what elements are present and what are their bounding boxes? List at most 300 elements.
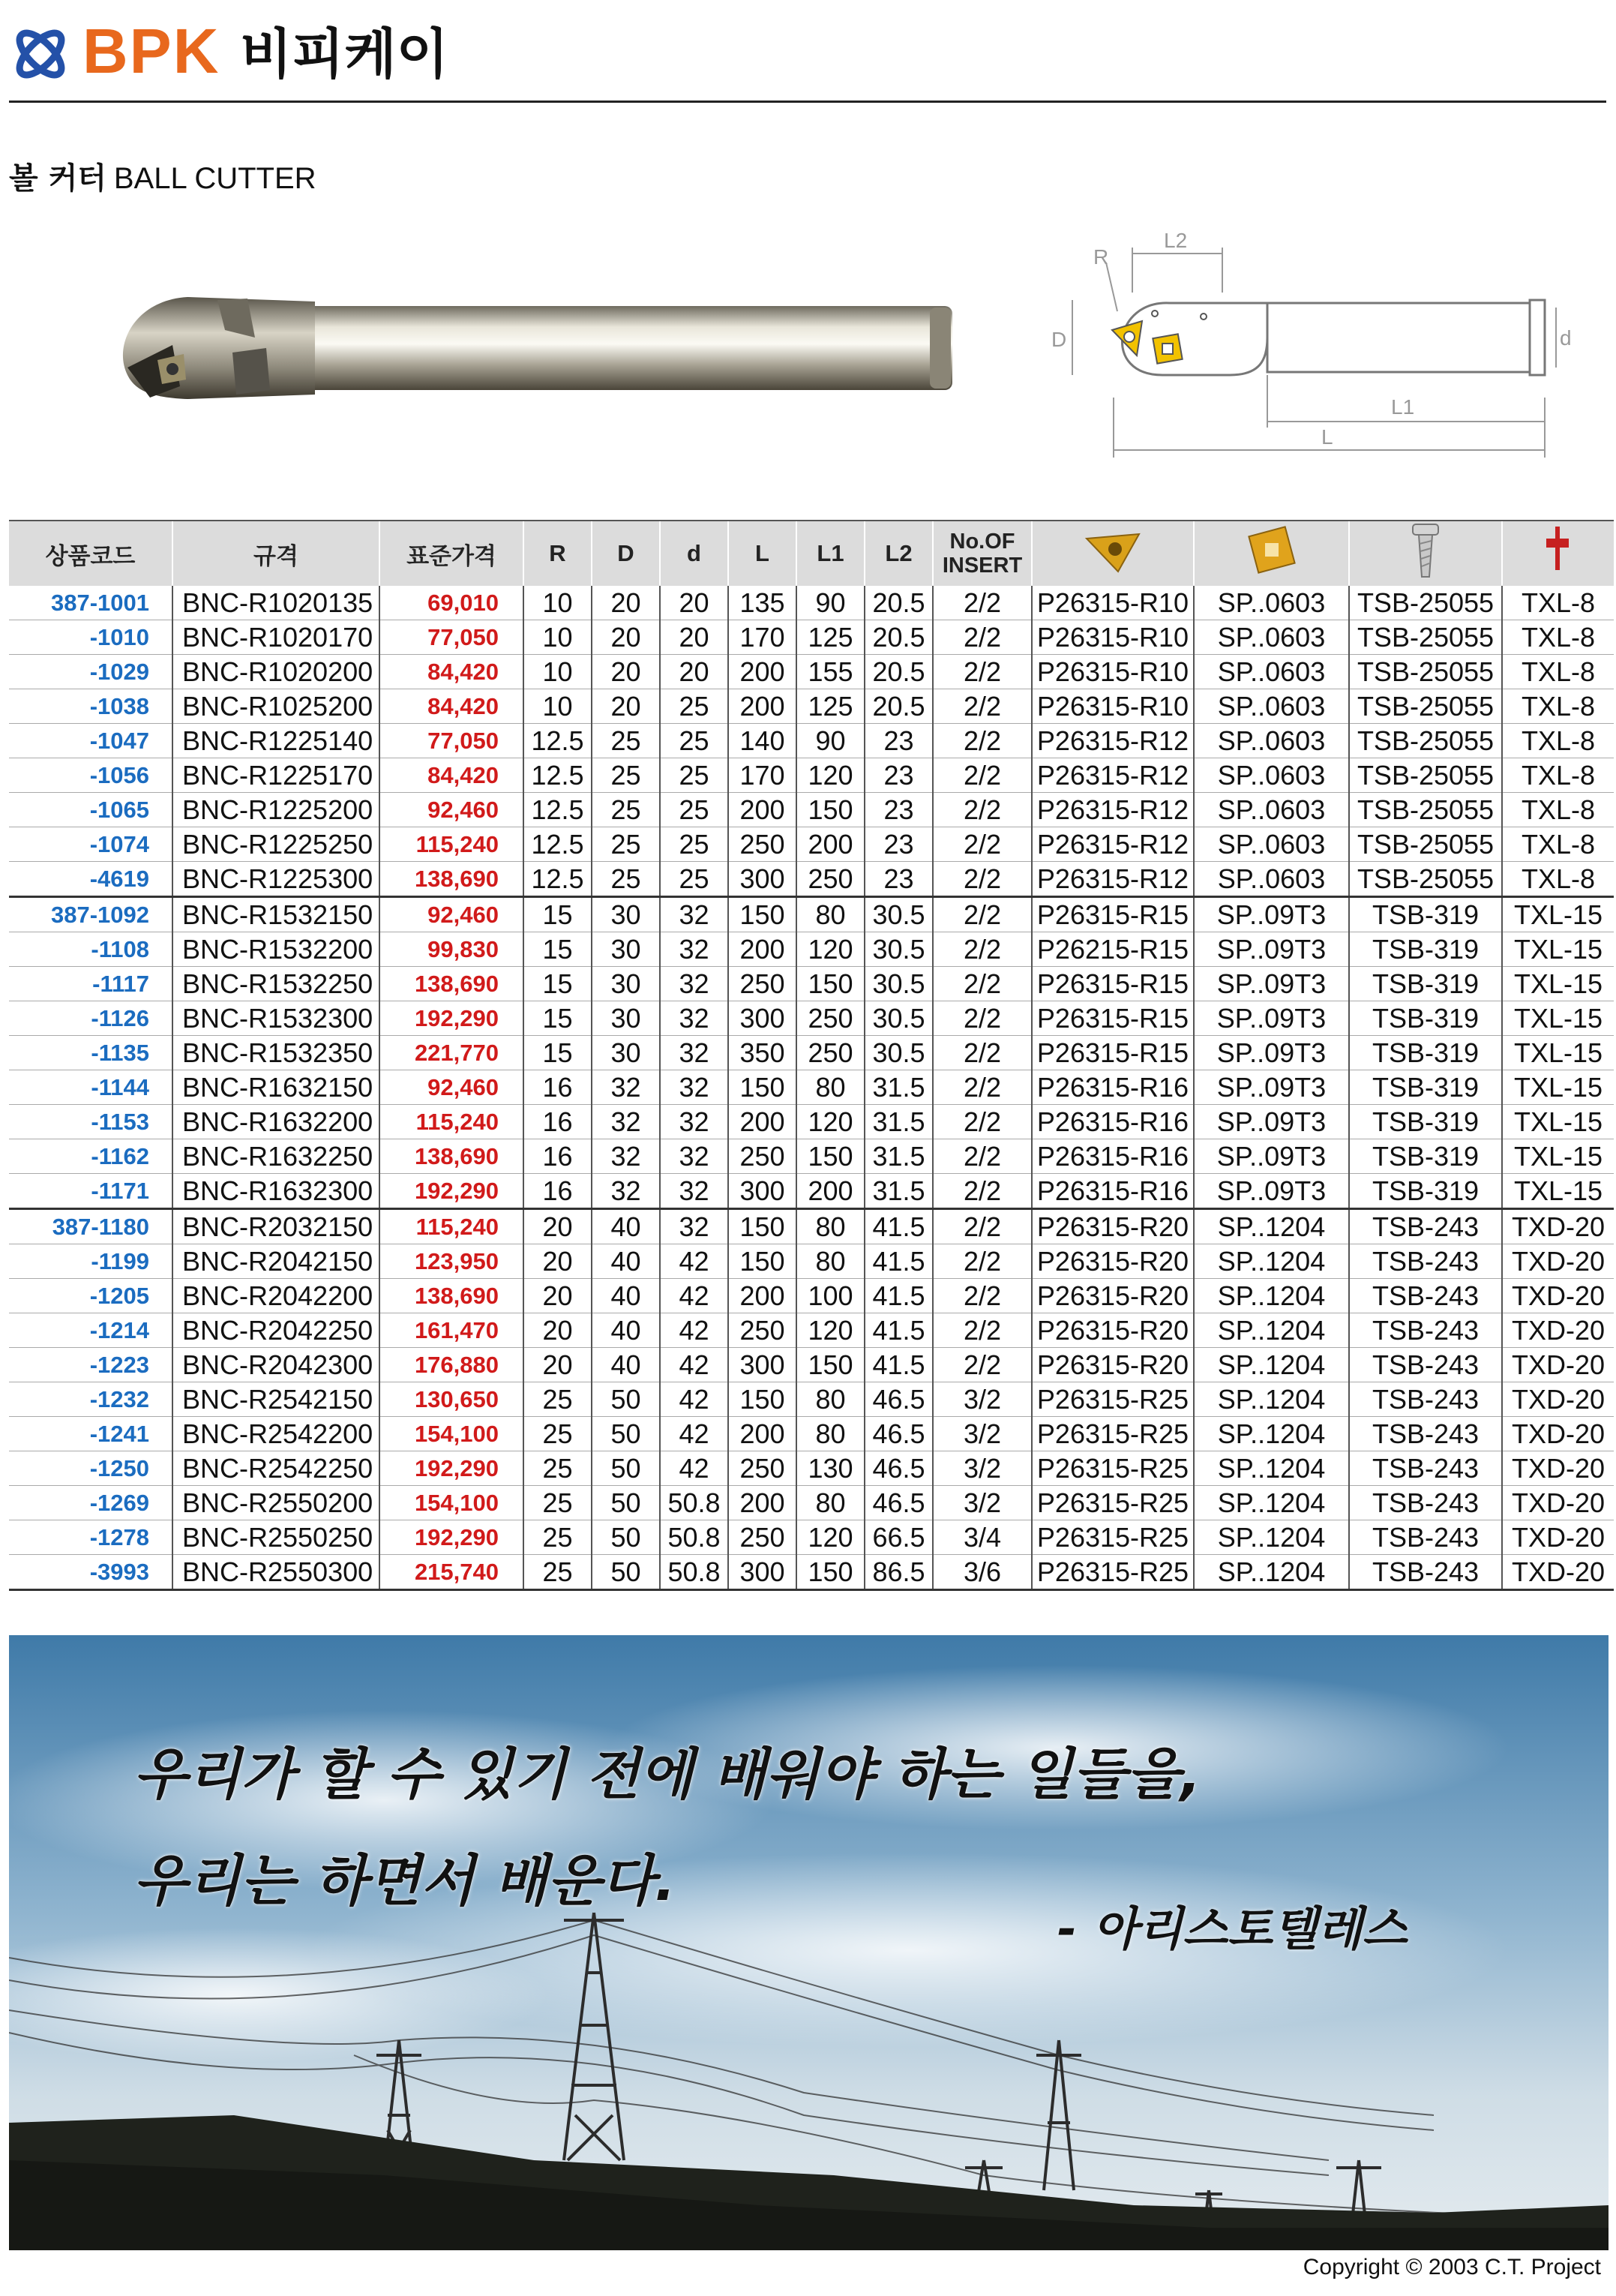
cell-ins: 3/2 xyxy=(933,1486,1032,1520)
cell-seat: SP..09T3 xyxy=(1194,1105,1349,1139)
cell-insert: P26315-R20 xyxy=(1032,1209,1194,1244)
cell-r: 16 xyxy=(523,1070,592,1105)
cell-r: 25 xyxy=(523,1451,592,1486)
cell-l: 140 xyxy=(728,724,796,758)
cell-seat: SP..1204 xyxy=(1194,1348,1349,1382)
cell-wrench: TXL-8 xyxy=(1502,862,1614,897)
cell-screw: TSB-319 xyxy=(1349,1036,1502,1070)
cell-d: 40 xyxy=(592,1313,660,1348)
cell-code: 387-1001 xyxy=(9,586,172,620)
cell-d: 32 xyxy=(592,1105,660,1139)
cell-spec: BNC-R1532200 xyxy=(172,932,379,967)
cell-insert: P26315-R20 xyxy=(1032,1348,1194,1382)
diagram-label-d: d xyxy=(1560,326,1572,350)
cell-r: 10 xyxy=(523,586,592,620)
cell-l2: 66.5 xyxy=(865,1520,933,1555)
cell-l2: 20.5 xyxy=(865,655,933,689)
cell-d: 32 xyxy=(592,1139,660,1174)
cell-l2: 46.5 xyxy=(865,1451,933,1486)
cell-screw: TSB-25055 xyxy=(1349,655,1502,689)
cell-code: -1117 xyxy=(9,967,172,1001)
cell-wrench: TXL-8 xyxy=(1502,689,1614,724)
cell-l2: 31.5 xyxy=(865,1105,933,1139)
cell-l1: 130 xyxy=(796,1451,865,1486)
cell-r: 25 xyxy=(523,1486,592,1520)
cell-d: 25 xyxy=(660,758,728,793)
cell-ins: 2/2 xyxy=(933,586,1032,620)
cell-code: -1029 xyxy=(9,655,172,689)
cell-d: 32 xyxy=(660,1174,728,1209)
cell-l1: 250 xyxy=(796,1036,865,1070)
cell-l1: 80 xyxy=(796,1209,865,1244)
cell-d: 50 xyxy=(592,1382,660,1417)
cell-wrench: TXD-20 xyxy=(1502,1279,1614,1313)
cell-spec: BNC-R1225140 xyxy=(172,724,379,758)
cell-l1: 125 xyxy=(796,689,865,724)
cell-r: 20 xyxy=(523,1279,592,1313)
cell-wrench: TXD-20 xyxy=(1502,1451,1614,1486)
cell-wrench: TXD-20 xyxy=(1502,1313,1614,1348)
cell-insert: P26315-R25 xyxy=(1032,1417,1194,1451)
cell-code: 387-1180 xyxy=(9,1209,172,1244)
cell-seat: SP..1204 xyxy=(1194,1209,1349,1244)
cell-ins: 3/2 xyxy=(933,1417,1032,1451)
cell-ins: 2/2 xyxy=(933,689,1032,724)
cell-l1: 80 xyxy=(796,1070,865,1105)
cell-screw: TSB-319 xyxy=(1349,1174,1502,1209)
cell-l: 150 xyxy=(728,1070,796,1105)
cell-l2: 46.5 xyxy=(865,1382,933,1417)
cell-d: 50.8 xyxy=(660,1555,728,1590)
cell-d: 30 xyxy=(592,932,660,967)
table-row xyxy=(9,1555,1614,1590)
cell-price: 92,460 xyxy=(379,793,523,827)
cell-l: 200 xyxy=(728,793,796,827)
header-spec: 규격 xyxy=(172,521,379,586)
cell-seat: SP..09T3 xyxy=(1194,967,1349,1001)
cell-price: 138,690 xyxy=(379,862,523,897)
cell-wrench: TXL-8 xyxy=(1502,655,1614,689)
cell-r: 10 xyxy=(523,689,592,724)
cell-wrench: TXL-15 xyxy=(1502,1036,1614,1070)
cell-insert: P26315-R25 xyxy=(1032,1451,1194,1486)
cell-wrench: TXL-15 xyxy=(1502,897,1614,932)
cell-insert: P26315-R10 xyxy=(1032,689,1194,724)
cell-code: -1126 xyxy=(9,1001,172,1036)
cell-price: 77,050 xyxy=(379,620,523,655)
cell-code: -1038 xyxy=(9,689,172,724)
table-row xyxy=(9,1001,1614,1036)
bpk-logo-icon xyxy=(9,23,72,86)
cell-price: 84,420 xyxy=(379,758,523,793)
cell-code: -1074 xyxy=(9,827,172,862)
cell-seat: SP..1204 xyxy=(1194,1382,1349,1417)
quote-line-2: 우리는 하면서 배운다. xyxy=(133,1849,676,1913)
cell-screw: TSB-25055 xyxy=(1349,862,1502,897)
cell-insert: P26315-R20 xyxy=(1032,1313,1194,1348)
cell-ins: 2/2 xyxy=(933,1244,1032,1279)
cell-spec: BNC-R1225250 xyxy=(172,827,379,862)
header-screw-col xyxy=(1349,521,1502,586)
header-no-of-insert xyxy=(933,521,1032,586)
page-header xyxy=(0,0,1616,105)
table-row xyxy=(9,620,1614,655)
cell-spec: BNC-R1632150 xyxy=(172,1070,379,1105)
cell-screw: TSB-243 xyxy=(1349,1520,1502,1555)
cell-d: 32 xyxy=(660,967,728,1001)
header-wrench-col xyxy=(1502,521,1614,586)
cell-ins: 2/2 xyxy=(933,793,1032,827)
cell-code: -1047 xyxy=(9,724,172,758)
cell-l1: 150 xyxy=(796,1555,865,1590)
cell-ins: 2/2 xyxy=(933,1313,1032,1348)
cell-l: 250 xyxy=(728,1451,796,1486)
cell-r: 20 xyxy=(523,1313,592,1348)
diagram-label-r: R xyxy=(1093,245,1109,269)
cell-seat: SP..09T3 xyxy=(1194,897,1349,932)
cell-r: 15 xyxy=(523,897,592,932)
cell-insert: P26315-R15 xyxy=(1032,967,1194,1001)
cell-r: 20 xyxy=(523,1348,592,1382)
cell-d: 20 xyxy=(660,620,728,655)
cell-r: 12.5 xyxy=(523,827,592,862)
table-row xyxy=(9,1486,1614,1520)
table-row xyxy=(9,1070,1614,1105)
cell-r: 12.5 xyxy=(523,862,592,897)
cell-seat: SP..09T3 xyxy=(1194,1070,1349,1105)
header-d: d xyxy=(660,521,728,586)
cell-code: -1250 xyxy=(9,1451,172,1486)
cell-d: 42 xyxy=(660,1279,728,1313)
cell-seat: SP..0603 xyxy=(1194,827,1349,862)
cell-insert: P26215-R15 xyxy=(1032,932,1194,967)
cell-price: 84,420 xyxy=(379,689,523,724)
cell-code: -1144 xyxy=(9,1070,172,1105)
cell-r: 25 xyxy=(523,1520,592,1555)
cell-wrench: TXL-8 xyxy=(1502,586,1614,620)
cell-l: 300 xyxy=(728,862,796,897)
cell-d: 25 xyxy=(660,689,728,724)
table-row xyxy=(9,724,1614,758)
cell-l2: 41.5 xyxy=(865,1348,933,1382)
cell-screw: TSB-243 xyxy=(1349,1313,1502,1348)
cell-l1: 80 xyxy=(796,1417,865,1451)
cell-ins: 2/2 xyxy=(933,1070,1032,1105)
cell-d: 20 xyxy=(592,620,660,655)
header-no-of: No.OF xyxy=(949,530,1015,554)
quote-text xyxy=(133,1721,1201,1934)
cell-ins: 3/4 xyxy=(933,1520,1032,1555)
cell-seat: SP..09T3 xyxy=(1194,1139,1349,1174)
cell-spec: BNC-R2042300 xyxy=(172,1348,379,1382)
cell-insert: P26315-R10 xyxy=(1032,620,1194,655)
cell-r: 25 xyxy=(523,1417,592,1451)
cell-l: 250 xyxy=(728,827,796,862)
cell-d: 25 xyxy=(592,758,660,793)
cell-l: 150 xyxy=(728,897,796,932)
cell-d: 25 xyxy=(592,827,660,862)
cell-price: 154,100 xyxy=(379,1486,523,1520)
cell-spec: BNC-R2032150 xyxy=(172,1209,379,1244)
cell-code: -1162 xyxy=(9,1139,172,1174)
cell-seat: SP..0603 xyxy=(1194,620,1349,655)
cell-code: -1135 xyxy=(9,1036,172,1070)
cell-r: 12.5 xyxy=(523,793,592,827)
cell-screw: TSB-243 xyxy=(1349,1486,1502,1520)
cell-seat: SP..09T3 xyxy=(1194,1174,1349,1209)
cell-ins: 3/2 xyxy=(933,1451,1032,1486)
cell-l: 200 xyxy=(728,1486,796,1520)
cell-price: 138,690 xyxy=(379,1139,523,1174)
cell-l2: 30.5 xyxy=(865,897,933,932)
cell-l: 200 xyxy=(728,689,796,724)
table-row xyxy=(9,1244,1614,1279)
cell-screw: TSB-319 xyxy=(1349,1001,1502,1036)
cell-seat: SP..1204 xyxy=(1194,1313,1349,1348)
cell-r: 20 xyxy=(523,1244,592,1279)
cell-l: 250 xyxy=(728,1139,796,1174)
cell-l: 150 xyxy=(728,1209,796,1244)
cell-l: 200 xyxy=(728,1279,796,1313)
cell-screw: TSB-25055 xyxy=(1349,689,1502,724)
cell-l1: 125 xyxy=(796,620,865,655)
cell-ins: 2/2 xyxy=(933,1279,1032,1313)
cell-l2: 23 xyxy=(865,793,933,827)
cell-screw: TSB-319 xyxy=(1349,932,1502,967)
cell-ins: 3/2 xyxy=(933,1382,1032,1417)
cell-d: 30 xyxy=(592,897,660,932)
cell-wrench: TXL-8 xyxy=(1502,758,1614,793)
cell-seat: SP..09T3 xyxy=(1194,932,1349,967)
cell-l: 350 xyxy=(728,1036,796,1070)
ball-cutter-photo xyxy=(105,285,975,420)
cell-l2: 41.5 xyxy=(865,1209,933,1244)
cell-price: 115,240 xyxy=(379,827,523,862)
table-row xyxy=(9,1451,1614,1486)
cell-l2: 30.5 xyxy=(865,932,933,967)
cell-insert: P26315-R12 xyxy=(1032,758,1194,793)
cell-l1: 80 xyxy=(796,897,865,932)
cell-l2: 23 xyxy=(865,827,933,862)
cell-seat: SP..09T3 xyxy=(1194,1001,1349,1036)
cell-screw: TSB-319 xyxy=(1349,897,1502,932)
section-title xyxy=(9,156,316,201)
cell-l2: 30.5 xyxy=(865,1036,933,1070)
cell-ins: 2/2 xyxy=(933,655,1032,689)
table-row xyxy=(9,793,1614,827)
cell-spec: BNC-R1225300 xyxy=(172,862,379,897)
cell-seat: SP..0603 xyxy=(1194,689,1349,724)
cell-insert: P26315-R16 xyxy=(1032,1070,1194,1105)
header-seat-col xyxy=(1194,521,1349,586)
cell-l: 250 xyxy=(728,967,796,1001)
section-title-ko: 볼 커터 xyxy=(9,161,106,196)
spec-table xyxy=(9,520,1614,1591)
cell-insert: P26315-R25 xyxy=(1032,1382,1194,1417)
cell-l: 300 xyxy=(728,1555,796,1590)
cell-ins: 2/2 xyxy=(933,862,1032,897)
table-row xyxy=(9,655,1614,689)
cell-d: 50 xyxy=(592,1555,660,1590)
cell-wrench: TXL-15 xyxy=(1502,1139,1614,1174)
table-row xyxy=(9,1382,1614,1417)
cell-seat: SP..1204 xyxy=(1194,1451,1349,1486)
table-row xyxy=(9,827,1614,862)
cell-l: 250 xyxy=(728,1520,796,1555)
cell-price: 138,690 xyxy=(379,967,523,1001)
cell-r: 25 xyxy=(523,1555,592,1590)
cell-l: 135 xyxy=(728,586,796,620)
diagram-label-l2: L2 xyxy=(1164,229,1188,252)
cell-wrench: TXD-20 xyxy=(1502,1520,1614,1555)
cell-l1: 90 xyxy=(796,724,865,758)
cell-d: 20 xyxy=(660,655,728,689)
cell-ins: 2/2 xyxy=(933,1348,1032,1382)
cell-r: 15 xyxy=(523,1036,592,1070)
cell-d: 42 xyxy=(660,1417,728,1451)
cell-wrench: TXD-20 xyxy=(1502,1348,1614,1382)
cell-price: 138,690 xyxy=(379,1279,523,1313)
cell-d: 25 xyxy=(660,827,728,862)
cell-insert: P26315-R10 xyxy=(1032,655,1194,689)
cell-insert: P26315-R16 xyxy=(1032,1174,1194,1209)
header-insert-col xyxy=(1032,521,1194,586)
cell-insert: P26315-R12 xyxy=(1032,793,1194,827)
cell-ins: 2/2 xyxy=(933,724,1032,758)
cell-spec: BNC-R2542200 xyxy=(172,1417,379,1451)
cell-code: -1205 xyxy=(9,1279,172,1313)
cell-code: -1269 xyxy=(9,1486,172,1520)
table-row xyxy=(9,1520,1614,1555)
cell-d: 42 xyxy=(660,1382,728,1417)
cell-ins: 2/2 xyxy=(933,827,1032,862)
header-l2: L2 xyxy=(865,521,933,586)
cell-d: 32 xyxy=(660,1036,728,1070)
cell-l2: 31.5 xyxy=(865,1174,933,1209)
cell-l: 150 xyxy=(728,1244,796,1279)
cell-d: 40 xyxy=(592,1209,660,1244)
cell-r: 10 xyxy=(523,620,592,655)
cell-insert: P26315-R16 xyxy=(1032,1105,1194,1139)
cell-seat: SP..1204 xyxy=(1194,1555,1349,1590)
cell-ins: 2/2 xyxy=(933,1036,1032,1070)
cell-l2: 86.5 xyxy=(865,1555,933,1590)
cell-l2: 23 xyxy=(865,758,933,793)
table-row xyxy=(9,897,1614,932)
cell-r: 25 xyxy=(523,1382,592,1417)
cell-d: 32 xyxy=(660,932,728,967)
cell-ins: 2/2 xyxy=(933,897,1032,932)
cell-d: 40 xyxy=(592,1244,660,1279)
cell-price: 154,100 xyxy=(379,1417,523,1451)
cell-seat: SP..1204 xyxy=(1194,1244,1349,1279)
cell-d: 50 xyxy=(592,1451,660,1486)
cell-spec: BNC-R2042200 xyxy=(172,1279,379,1313)
cell-price: 84,420 xyxy=(379,655,523,689)
cell-seat: SP..0603 xyxy=(1194,724,1349,758)
cell-d: 50 xyxy=(592,1520,660,1555)
cell-screw: TSB-25055 xyxy=(1349,724,1502,758)
cell-d: 50.8 xyxy=(660,1486,728,1520)
cell-l1: 250 xyxy=(796,1001,865,1036)
cell-price: 77,050 xyxy=(379,724,523,758)
cell-l: 300 xyxy=(728,1001,796,1036)
cell-seat: SP..1204 xyxy=(1194,1417,1349,1451)
cell-r: 12.5 xyxy=(523,724,592,758)
cell-d: 32 xyxy=(660,1209,728,1244)
cell-d: 30 xyxy=(592,1001,660,1036)
cell-price: 92,460 xyxy=(379,897,523,932)
cell-d: 32 xyxy=(592,1174,660,1209)
cell-code: -1223 xyxy=(9,1348,172,1382)
cell-spec: BNC-R2042150 xyxy=(172,1244,379,1279)
header-D: D xyxy=(592,521,660,586)
header-code: 상품코드 xyxy=(9,521,172,586)
cell-l2: 46.5 xyxy=(865,1486,933,1520)
cell-l: 170 xyxy=(728,758,796,793)
cell-ins: 2/2 xyxy=(933,932,1032,967)
table-row xyxy=(9,1139,1614,1174)
cell-ins: 2/2 xyxy=(933,967,1032,1001)
cell-insert: P26315-R12 xyxy=(1032,827,1194,862)
cell-l1: 80 xyxy=(796,1382,865,1417)
table-row xyxy=(9,862,1614,897)
cell-l2: 23 xyxy=(865,724,933,758)
cell-spec: BNC-R1532300 xyxy=(172,1001,379,1036)
cell-d: 25 xyxy=(592,724,660,758)
quote-line-1: 우리가 할 수 있기 전에 배워야 하는 일들을, xyxy=(133,1742,1201,1807)
cell-d: 50.8 xyxy=(660,1520,728,1555)
cell-l1: 80 xyxy=(796,1486,865,1520)
cell-ins: 3/6 xyxy=(933,1555,1032,1590)
cell-d: 32 xyxy=(660,1070,728,1105)
cell-l2: 41.5 xyxy=(865,1313,933,1348)
cell-insert: P26315-R15 xyxy=(1032,1001,1194,1036)
cell-seat: SP..0603 xyxy=(1194,758,1349,793)
cell-spec: BNC-R2542150 xyxy=(172,1382,379,1417)
cell-ins: 2/2 xyxy=(933,1001,1032,1036)
cell-l1: 200 xyxy=(796,1174,865,1209)
cell-code: -1065 xyxy=(9,793,172,827)
table-row xyxy=(9,1279,1614,1313)
cell-r: 20 xyxy=(523,1209,592,1244)
cell-spec: BNC-R1532150 xyxy=(172,897,379,932)
cell-d: 40 xyxy=(592,1348,660,1382)
cell-l2: 20.5 xyxy=(865,689,933,724)
cell-screw: TSB-243 xyxy=(1349,1209,1502,1244)
header-price: 표준가격 xyxy=(379,521,523,586)
cell-spec: BNC-R1020135 xyxy=(172,586,379,620)
table-row xyxy=(9,689,1614,724)
cell-spec: BNC-R1020200 xyxy=(172,655,379,689)
cell-spec: BNC-R1020170 xyxy=(172,620,379,655)
table-row xyxy=(9,1209,1614,1244)
cell-price: 123,950 xyxy=(379,1244,523,1279)
ball-cutter-diagram xyxy=(1035,225,1605,473)
cell-d: 42 xyxy=(660,1451,728,1486)
table-row xyxy=(9,1174,1614,1209)
cell-l: 170 xyxy=(728,620,796,655)
cell-l1: 155 xyxy=(796,655,865,689)
header-r: R xyxy=(523,521,592,586)
cell-code: -1056 xyxy=(9,758,172,793)
cell-wrench: TXL-15 xyxy=(1502,967,1614,1001)
cell-d: 32 xyxy=(660,1001,728,1036)
cell-l: 300 xyxy=(728,1348,796,1382)
copyright: Copyright © 2003 C.T. Project xyxy=(1303,2255,1601,2279)
cell-l1: 100 xyxy=(796,1279,865,1313)
cell-price: 221,770 xyxy=(379,1036,523,1070)
